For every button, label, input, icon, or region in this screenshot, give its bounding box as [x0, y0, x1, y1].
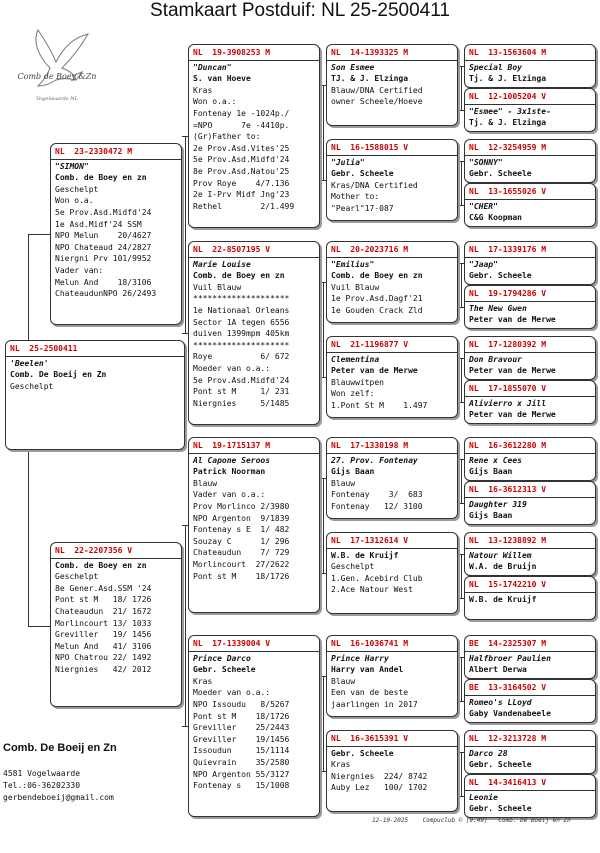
great-great-grandparent-card[interactable] [464, 730, 596, 774]
great-great-grandparent-card[interactable] [464, 437, 596, 481]
ring-number: NL 17-1280392 M [469, 340, 547, 349]
ring-number: NL 20-2023716 M [331, 245, 409, 254]
pigeon-name: Halfbroer Paulien [469, 653, 551, 663]
ring-number: NL 12-1005204 V [469, 92, 547, 101]
connector-line [461, 657, 462, 701]
info-line: Vader van: [55, 265, 104, 275]
info-line: 1e Prov.Asd.Dagf'21 [331, 294, 423, 304]
info-line: Geschelpt [331, 562, 375, 572]
info-line: 1.Pont St M 1.497 [331, 400, 428, 410]
breeder-address [3, 768, 114, 804]
owner-name: Peter van de Merwe [469, 315, 556, 325]
info-line: Blauw/DNA Certified [331, 85, 423, 95]
divider [465, 155, 595, 156]
ring-number: NL 15-1742210 V [469, 580, 547, 589]
info-line: Moeder van o.a.: [193, 688, 271, 698]
connector-line [461, 161, 462, 205]
pigeon-name: Alivierro x Jill [469, 398, 547, 408]
info-line: ******************** [193, 340, 290, 350]
owner-name: Comb. de Boey en zn [55, 173, 147, 183]
pigeon-name: "Esmee" - 3x1ste- [469, 106, 551, 116]
info-line: Kras [193, 85, 213, 95]
info-line: Blauw [331, 478, 356, 488]
ring-number: NL 25-2500411 [10, 344, 78, 353]
info-line: 5e Prov.Asd.Midfd'24 [55, 207, 152, 217]
ring-number: NL 16-3615391 V [331, 734, 409, 743]
pigeon-name: Marie Louise [193, 259, 251, 269]
pigeon-name: "Emilius" [331, 259, 375, 269]
info-line: Prov Morlinco 2/3980 [193, 501, 290, 511]
great-great-grandparent-card[interactable] [464, 44, 596, 88]
info-line: Sector 1A tegen 6556 [193, 317, 290, 327]
owner-name: Peter van de Merwe [469, 366, 556, 376]
info-line: Niergnies 224/ 8742 [331, 771, 428, 781]
owner-name: Gebr. Scheele [469, 271, 532, 281]
great-great-grandparent-card[interactable] [464, 576, 596, 620]
info-line: Fontenay 1e -1024p./ [193, 108, 290, 118]
pigeon-name: "Duncan" [193, 62, 232, 72]
info-line: NPO Chatrou 22/ 1492 [55, 653, 152, 663]
owner-name: Gebr. Scheele [331, 169, 394, 179]
dam-card[interactable] [50, 542, 182, 707]
grandparent-card[interactable] [188, 635, 320, 817]
ring-number: NL 17-1312614 V [331, 536, 409, 545]
connector-line [28, 626, 50, 627]
ring-number: NL 14-3416413 V [469, 778, 547, 787]
info-line: Morlincourt 13/ 1033 [55, 618, 152, 628]
info-line: Niergni Prv 101/9952 [55, 254, 152, 264]
info-line: Vuil Blauw [331, 282, 380, 292]
ring-number: NL 16-1588015 V [331, 143, 409, 152]
info-line: Won zelf: [331, 389, 375, 399]
ring-number: NL 17-1855070 V [469, 384, 547, 393]
great-great-grandparent-card[interactable] [464, 241, 596, 285]
owner-name: S. van Hoeve [193, 74, 251, 84]
footer: 12-10-2025 Compuclub © [9.49] Comb. De Boeij en Zn [372, 817, 571, 824]
connector-line [28, 234, 50, 235]
info-line: 5e Prov.Asd.Midfd'24 [193, 375, 290, 385]
info-line: Greviller 25/2443 [193, 723, 290, 733]
divider [327, 548, 457, 549]
pigeon-name: "Jaap" [469, 259, 498, 269]
owner-name: Patrick Noorman [193, 467, 266, 477]
connector-line [28, 450, 29, 626]
info-line: Vader van o.a.: [193, 490, 266, 500]
ring-number: NL 16-1036741 M [331, 639, 409, 648]
ring-number: BE 14-2325307 M [469, 639, 547, 648]
divider [465, 548, 595, 549]
great-grandparent-card[interactable] [326, 336, 458, 418]
info-line: Blauwwitpen [331, 377, 384, 387]
info-line: ******************** [193, 294, 290, 304]
connector-line [461, 554, 462, 598]
owner-name: Comb. De Boeij en Zn [10, 370, 107, 380]
connector-line [461, 752, 462, 796]
divider [465, 199, 595, 200]
info-line: Geschelpt [55, 572, 99, 582]
subject-card[interactable] [5, 340, 185, 450]
owner-name: Comb. de Boey en zn [193, 271, 285, 281]
info-line: NPO Chateaud 24/2827 [55, 242, 152, 252]
pigeon-name: "SIMON" [55, 161, 89, 171]
page-title: Stamkaart Postduif: NL 25-2500411 [150, 0, 450, 21]
info-line: Rethel 2/1.499 [193, 201, 295, 211]
divider [327, 453, 457, 454]
ring-number: NL 19-1715137 M [193, 441, 271, 450]
owner-name: Gebr. Scheele [331, 748, 394, 758]
ring-number: NL 19-3908253 M [193, 48, 271, 57]
great-grandparent-card[interactable] [326, 44, 458, 126]
info-line: Melun And 41/ 3106 [55, 641, 152, 651]
ring-number: NL 12-3213728 M [469, 734, 547, 743]
ring-number: NL 13-1563604 M [469, 48, 547, 57]
email-line[interactable]: gerbendeboeij@gmail.com [3, 793, 114, 802]
owner-name: Harry van Andel [331, 665, 404, 675]
great-grandparent-card[interactable] [326, 437, 458, 519]
divider [51, 558, 181, 559]
address-line: 4581 Vogelwaarde [3, 769, 81, 778]
info-line: Fontenay 3/ 683 [331, 490, 423, 500]
connector-line [461, 358, 462, 402]
info-line: Roye 6/ 672 [193, 352, 290, 362]
grandparent-card[interactable] [188, 437, 320, 613]
info-line: Geschelpt [55, 184, 99, 194]
info-line: "Pearl"17-087 [331, 203, 394, 213]
divider [465, 352, 595, 353]
great-great-grandparent-card[interactable] [464, 380, 596, 424]
great-great-grandparent-card[interactable] [464, 774, 596, 818]
pigeon-name: "CHER" [469, 201, 498, 211]
info-line: Prov Roye 4/7.136 [193, 178, 290, 188]
info-line: Issoudun 15/1114 [193, 746, 290, 756]
info-line: Pont st M 18/1726 [193, 711, 290, 721]
info-line: Pont st M 1/ 231 [193, 387, 290, 397]
divider [189, 257, 319, 258]
info-line: 1e Asd.Midf'24 SSM [55, 219, 142, 229]
owner-name: W.B. de Kruijf [469, 594, 537, 604]
ring-number: NL 17-1339176 M [469, 245, 547, 254]
info-line: NPO Melun 20/4627 [55, 231, 152, 241]
divider [465, 497, 595, 498]
info-line: 2e Prov.Asd.Vites'25 [193, 143, 290, 153]
divider [327, 257, 457, 258]
divider [465, 746, 595, 747]
ring-number: NL 23-2330472 M [55, 147, 133, 156]
ring-number: NL 17-1339004 V [193, 639, 271, 648]
info-line: Chateaudun 7/ 729 [193, 548, 290, 558]
owner-name: Albert Derwa [469, 665, 527, 675]
info-line: Kras/DNA Certified [331, 180, 418, 190]
phone-line: Tel.:06-36202330 [3, 781, 81, 790]
divider [465, 301, 595, 302]
divider [6, 356, 184, 357]
great-great-grandparent-card[interactable] [464, 679, 596, 723]
info-line: Melun And 18/3106 [55, 277, 152, 287]
owner-name: Gaby Vandenabeele [469, 709, 551, 719]
ring-number: NL 14-1393325 M [331, 48, 409, 57]
owner-name: Comb. de Boey en zn [331, 271, 423, 281]
divider [465, 790, 595, 791]
info-line: duiven 1399mpm 405km [193, 329, 290, 339]
divider [465, 60, 595, 61]
divider [465, 396, 595, 397]
logo-subtext: Vogelwaarde NL [36, 96, 78, 102]
divider [51, 159, 181, 160]
divider [189, 453, 319, 454]
info-line: Auby Lez 100/ 1702 [331, 783, 428, 793]
pigeon-name: Leonie [469, 792, 498, 802]
great-great-grandparent-card[interactable] [464, 532, 596, 576]
info-line: owner Scheele/Hoeve [331, 97, 423, 107]
pigeon-name: 'Beelen' [10, 358, 49, 368]
info-line: Won o.a. [55, 196, 94, 206]
info-line: 2e I-Prv Midf Jng'23 [193, 190, 290, 200]
info-line: NPO Argenton 9/1839 [193, 513, 290, 523]
owner-name: Comb. de Boey en zn [55, 560, 147, 570]
ring-number: NL 13-1655026 V [469, 187, 547, 196]
connector-line [461, 66, 462, 110]
owner-name: Tj. & J. Elzinga [469, 118, 547, 128]
info-line: Morlincourt 27/2622 [193, 559, 290, 569]
connector-line [323, 676, 324, 771]
logo-text: Comb de Boey &Zn [17, 72, 97, 81]
info-line: 8e Prov.Asd.Natou'25 [193, 166, 290, 176]
pigeon-name: Clementina [331, 354, 380, 364]
owner-name: Gijs Baan [331, 467, 375, 477]
divider [327, 651, 457, 652]
pigeon-name: Darco 28 [469, 748, 508, 758]
pigeon-name: Prince Darco [193, 653, 251, 663]
info-line: Niergnies 5/1485 [193, 398, 290, 408]
great-grandparent-card[interactable] [326, 139, 458, 221]
ring-number: NL 12-3254959 M [469, 143, 547, 152]
info-line: 1e Nationaal Orleans [193, 305, 290, 315]
dove-icon [10, 28, 102, 106]
divider [189, 651, 319, 652]
owner-name: TJ. & J. Elzinga [331, 74, 409, 84]
pigeon-name: Romeo's LLoyd [469, 697, 532, 707]
info-line: Chateaudun 21/ 1672 [55, 606, 152, 616]
info-line: =NPO 7e -4410p. [193, 120, 290, 130]
info-line: Mother to: [331, 192, 380, 202]
connector-line [28, 234, 29, 340]
connector-line [323, 282, 324, 377]
divider [465, 104, 595, 105]
divider [327, 352, 457, 353]
connector-line [185, 525, 186, 726]
info-line: Greviller 19/ 1456 [55, 630, 152, 640]
divider [465, 257, 595, 258]
divider [465, 592, 595, 593]
pigeon-name: Special Boy [469, 62, 522, 72]
great-great-grandparent-card[interactable] [464, 336, 596, 380]
great-grandparent-card[interactable] [326, 532, 458, 614]
great-grandparent-card[interactable] [326, 635, 458, 717]
owner-name: W.A. de Bruijn [469, 562, 537, 572]
owner-name: Peter van de Merwe [469, 410, 556, 420]
info-line: Blauw [193, 478, 218, 488]
sire-card[interactable] [50, 143, 182, 325]
pigeon-name: Son Esmee [331, 62, 375, 72]
info-line: Pont st M 18/ 1726 [55, 595, 152, 605]
owner-name: Gebr. Scheele [469, 760, 532, 770]
pigeon-name: The New Gwen [469, 303, 527, 313]
info-line: Souzay C 1/ 296 [193, 536, 290, 546]
connector-line [323, 478, 324, 573]
info-line: 1.Gen. Acebird Club [331, 573, 423, 583]
info-line: Fontenay 12/ 3100 [331, 501, 423, 511]
ring-number: BE 13-3164502 V [469, 683, 547, 692]
info-line: NPO Argenton 55/3127 [193, 769, 290, 779]
grandparent-card[interactable] [188, 44, 320, 228]
info-line: Een van de beste [331, 688, 409, 698]
info-line: NPO Issoudu 8/5267 [193, 699, 290, 709]
connector-line [461, 459, 462, 503]
info-line: 5e Prov.Asd.Midfd'24 [193, 155, 290, 165]
ring-number: NL 16-3612313 V [469, 485, 547, 494]
info-line: Blauw [331, 676, 356, 686]
divider [465, 651, 595, 652]
great-grandparent-card[interactable] [326, 241, 458, 323]
info-line: jaarlingen in 2017 [331, 699, 418, 709]
connector-line [185, 136, 186, 333]
owner-name: Gebr. Scheele [193, 665, 256, 675]
info-line: Quievrain 35/2580 [193, 757, 290, 767]
owner-name: Peter van de Merwe [331, 366, 418, 376]
info-line: Kras [331, 760, 351, 770]
divider [465, 453, 595, 454]
info-line: ChateaudunNPO 26/2493 [55, 289, 157, 299]
ring-number: NL 13-1238892 M [469, 536, 547, 545]
divider [327, 60, 457, 61]
pigeon-name: Don Bravour [469, 354, 522, 364]
info-line: Greviller 19/1456 [193, 734, 290, 744]
pigeon-name: Rene x Cees [469, 455, 522, 465]
divider [327, 155, 457, 156]
pigeon-name: 27. Prov. Fontenay [331, 455, 418, 465]
owner-name: C&G Koopman [469, 213, 522, 223]
owner-name: Gebr. Scheele [469, 169, 532, 179]
info-line: Vuil Blauw [193, 282, 242, 292]
info-line: Fontenay s 15/1008 [193, 781, 290, 791]
info-line: Fontenay s E 1/ 482 [193, 525, 290, 535]
ring-number: NL 22-8507195 V [193, 245, 271, 254]
owner-name: Gebr. Scheele [469, 804, 532, 814]
info-line: 8e Gener.Asd.SSM '24 [55, 583, 152, 593]
pigeon-name: Al Capone Seroos [193, 455, 271, 465]
breeder-name: Comb. De Boeij en Zn [3, 742, 117, 754]
divider [327, 746, 457, 747]
great-great-grandparent-card[interactable] [464, 285, 596, 329]
great-grandparent-card[interactable] [326, 730, 458, 812]
pigeon-name: "SONNY" [469, 157, 503, 167]
ring-number: NL 19-1794286 V [469, 289, 547, 298]
great-great-grandparent-card[interactable] [464, 88, 596, 132]
divider [465, 695, 595, 696]
owner-name: Gijs Baan [469, 511, 513, 521]
info-line: Niergnies 42/ 2012 [55, 664, 152, 674]
info-line: Won o.a.: [193, 97, 237, 107]
pigeon-name: Natour Willem [469, 550, 532, 560]
ring-number: NL 21-1196877 V [331, 340, 409, 349]
pigeon-name: Prince Harry [331, 653, 389, 663]
info-line: Moeder van o.a.: [193, 363, 271, 373]
ring-number: NL 17-1330198 M [331, 441, 409, 450]
info-line: Geschelpt [10, 381, 54, 391]
connector-line [323, 85, 324, 180]
grandparent-card[interactable] [188, 241, 320, 425]
divider [189, 60, 319, 61]
info-line: Pont st M 18/1726 [193, 571, 290, 581]
great-great-grandparent-card[interactable] [464, 635, 596, 679]
info-line: 2.Ace Natour West [331, 585, 413, 595]
info-line: 1e Gouden Crack Zld [331, 305, 423, 315]
ring-number: NL 16-3612280 M [469, 441, 547, 450]
great-great-grandparent-card[interactable] [464, 481, 596, 525]
ring-number: NL 22-2207356 V [55, 546, 133, 555]
info-line: Kras [193, 676, 213, 686]
owner-name: W.B. de Kruijf [331, 550, 399, 560]
pigeon-name: Daughter 319 [469, 499, 527, 509]
info-line: (Gr)Father to: [193, 132, 261, 142]
owner-name: Gijs Baan [469, 467, 513, 477]
owner-name: Tj. & J. Elzinga [469, 74, 547, 84]
great-great-grandparent-card[interactable] [464, 183, 596, 227]
great-great-grandparent-card[interactable] [464, 139, 596, 183]
pigeon-name: "Julia" [331, 157, 365, 167]
connector-line [461, 263, 462, 307]
